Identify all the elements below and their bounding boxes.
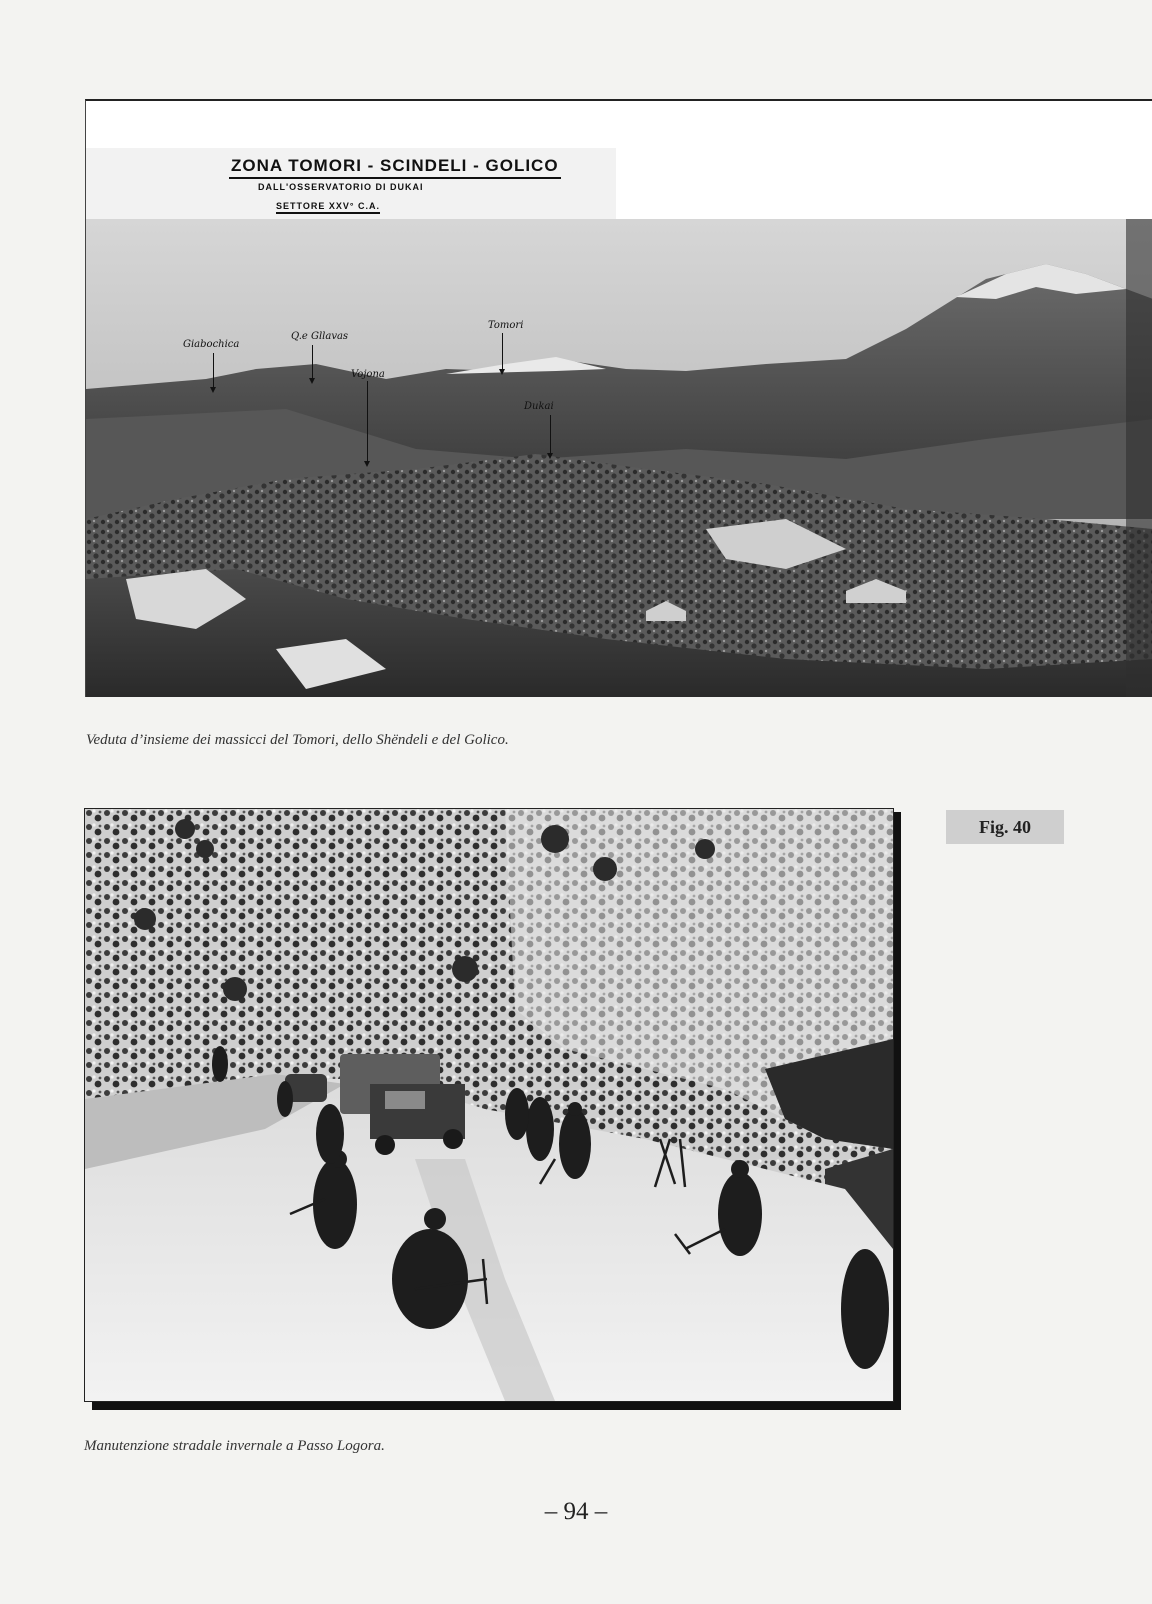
panorama-photo: [85, 99, 1152, 697]
photo-title: ZONA TOMORI - SCINDELI - GOLICO: [229, 156, 561, 179]
winter-road-photo: [84, 808, 894, 1402]
photo-subtitle: DALL'OSSERVATORIO DI DUKAI: [258, 182, 424, 192]
panorama-landscape: [86, 219, 1152, 697]
photo-caption: Veduta d’insieme dei massicci del Tomori, dello Shëndeli e del Golico.: [86, 732, 509, 748]
winter-road-scene: [85, 809, 893, 1401]
figure-number-badge: Fig. 40: [946, 810, 1064, 844]
peak-label-tomori: Tomori: [488, 320, 524, 331]
arrow-icon: [502, 333, 503, 371]
arrow-icon: [213, 353, 214, 389]
arrow-icon: [312, 345, 313, 380]
photo-title-card: [86, 148, 616, 220]
photo-caption: Manutenzione stradale invernale a Passo Logora.: [84, 1438, 385, 1454]
peak-label-giabochica: Giabochica: [183, 339, 240, 350]
photo-sector: SETTORE XXV° C.A.: [276, 201, 380, 214]
peak-label-dukai: Dukai: [524, 401, 554, 412]
arrow-icon: [550, 415, 551, 455]
page-number: – 94 –: [544, 1498, 608, 1525]
peak-label-gllavas: Q.e Gllavas: [291, 331, 349, 342]
arrow-icon: [367, 381, 368, 463]
peak-label-vojona: Vojona: [351, 369, 385, 380]
